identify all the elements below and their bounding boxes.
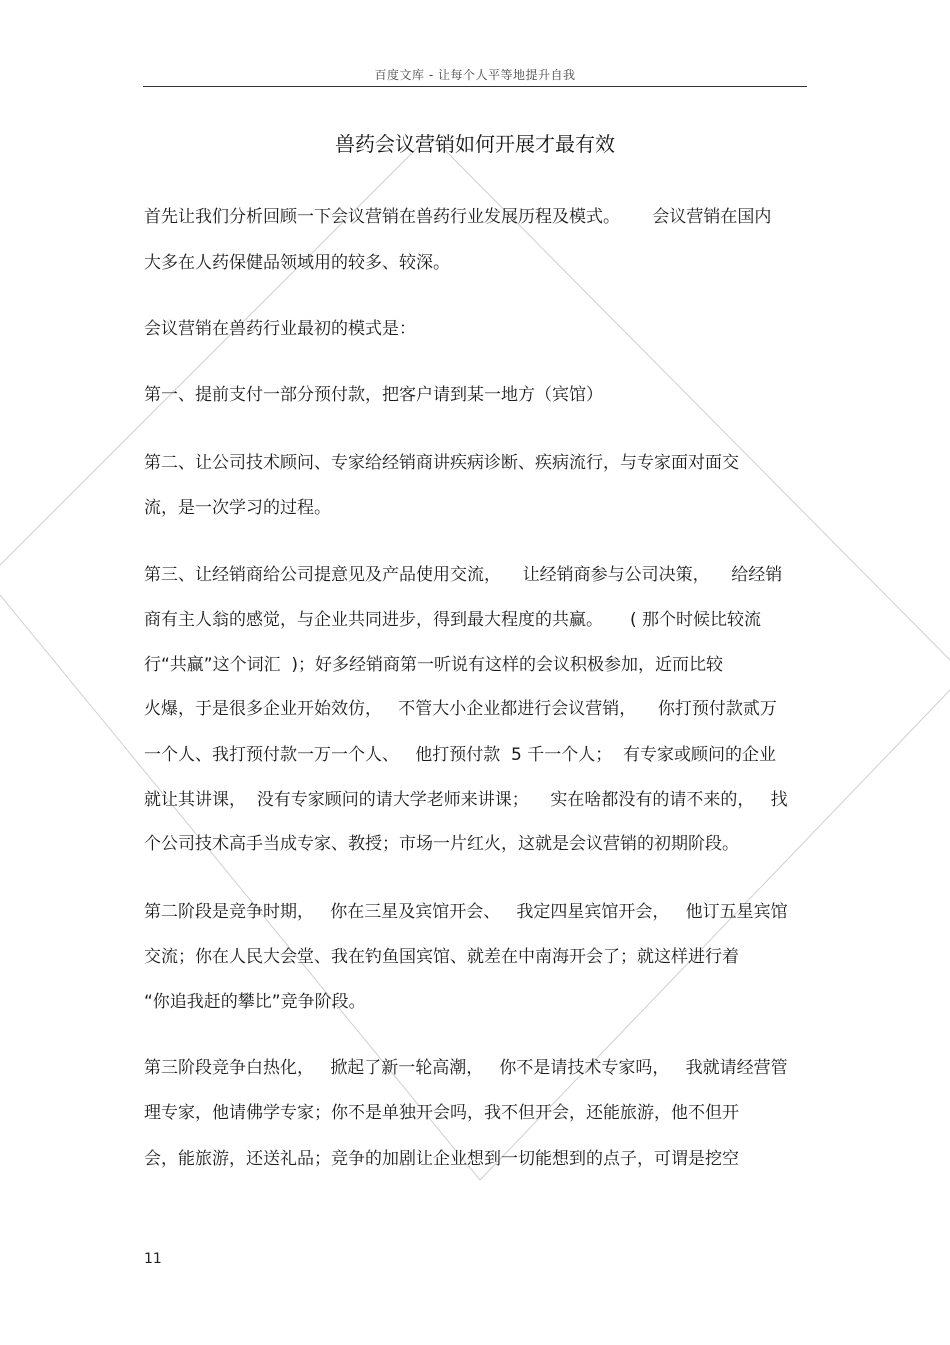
text-line: “你追我赶的攀比”竞争阶段。 <box>144 992 366 1012</box>
text-line: 个公司技术高手当成专家、教授；市场一片红火，这就是会议营销的初期阶段。 <box>144 834 739 854</box>
text-line: 第三阶段竞争白热化， 掀起了新一轮高潮， 你不是请技术专家吗， 我就请经营管 <box>144 1058 788 1078</box>
text-line: 会议营销在兽药行业最初的模式是： <box>144 319 416 339</box>
header-divider <box>143 86 807 87</box>
text-line: 会，能旅游，还送礼品；竞争的加剧让企业想到一切能想到的点子，可谓是挖空 <box>144 1149 739 1169</box>
text-line: 第二、让公司技术顾问、专家给经销商讲疾病诊断、疾病流行，与专家面对面交 <box>144 453 739 473</box>
text-line: 大多在人药保健品领域用的较多、较深。 <box>144 253 450 273</box>
document-title: 兽药会议营销如何开展才最有效 <box>335 132 615 156</box>
text-line: 就让其讲课， 没有专家顾问的请大学老师来讲课； 实在啥都没有的请不来的， 找 <box>144 790 788 810</box>
text-line: 火爆，于是很多企业开始效仿， 不管大小企业都进行会议营销， 你打预付款贰万 <box>144 699 777 719</box>
text-line: 首先让我们分析回顾一下会议营销在兽药行业发展历程及模式。 会议营销在国内 <box>144 207 772 227</box>
text-line: 流，是一次学习的过程。 <box>144 498 331 518</box>
text-line: 行“共赢”这个词汇 )；好多经销商第一听说有这样的会议积极参加，近而比较 <box>144 655 724 675</box>
text-line: 第三、让经销商给公司提意见及产品使用交流， 让经销商参与公司决策， 给经销 <box>144 565 783 585</box>
page-number: 11 <box>144 1251 162 1267</box>
page-header: 百度文库 - 让每个人平等地提升自我 <box>374 68 576 82</box>
text-line: 一个人、我打预付款一万一个人、 他打预付款 5 千一个人； 有专家或顾问的企业 <box>144 745 777 765</box>
text-line: 第一、提前支付一部分预付款，把客户请到某一地方（宾馆） <box>144 385 603 405</box>
text-line: 第二阶段是竞争时期， 你在三星及宾馆开会、 我定四星宾馆开会， 他订五星宾馆 <box>144 902 788 922</box>
text-line: 理专家，他请佛学专家；你不是单独开会吗，我不但开会，还能旅游，他不但开 <box>144 1103 739 1123</box>
text-line: 商有主人翁的感觉，与企业共同进步，得到最大程度的共赢。 ( 那个时候比较流 <box>144 610 762 630</box>
text-line: 交流；你在人民大会堂、我在钓鱼国宾馆、就差在中南海开会了；就这样进行着 <box>144 947 739 967</box>
